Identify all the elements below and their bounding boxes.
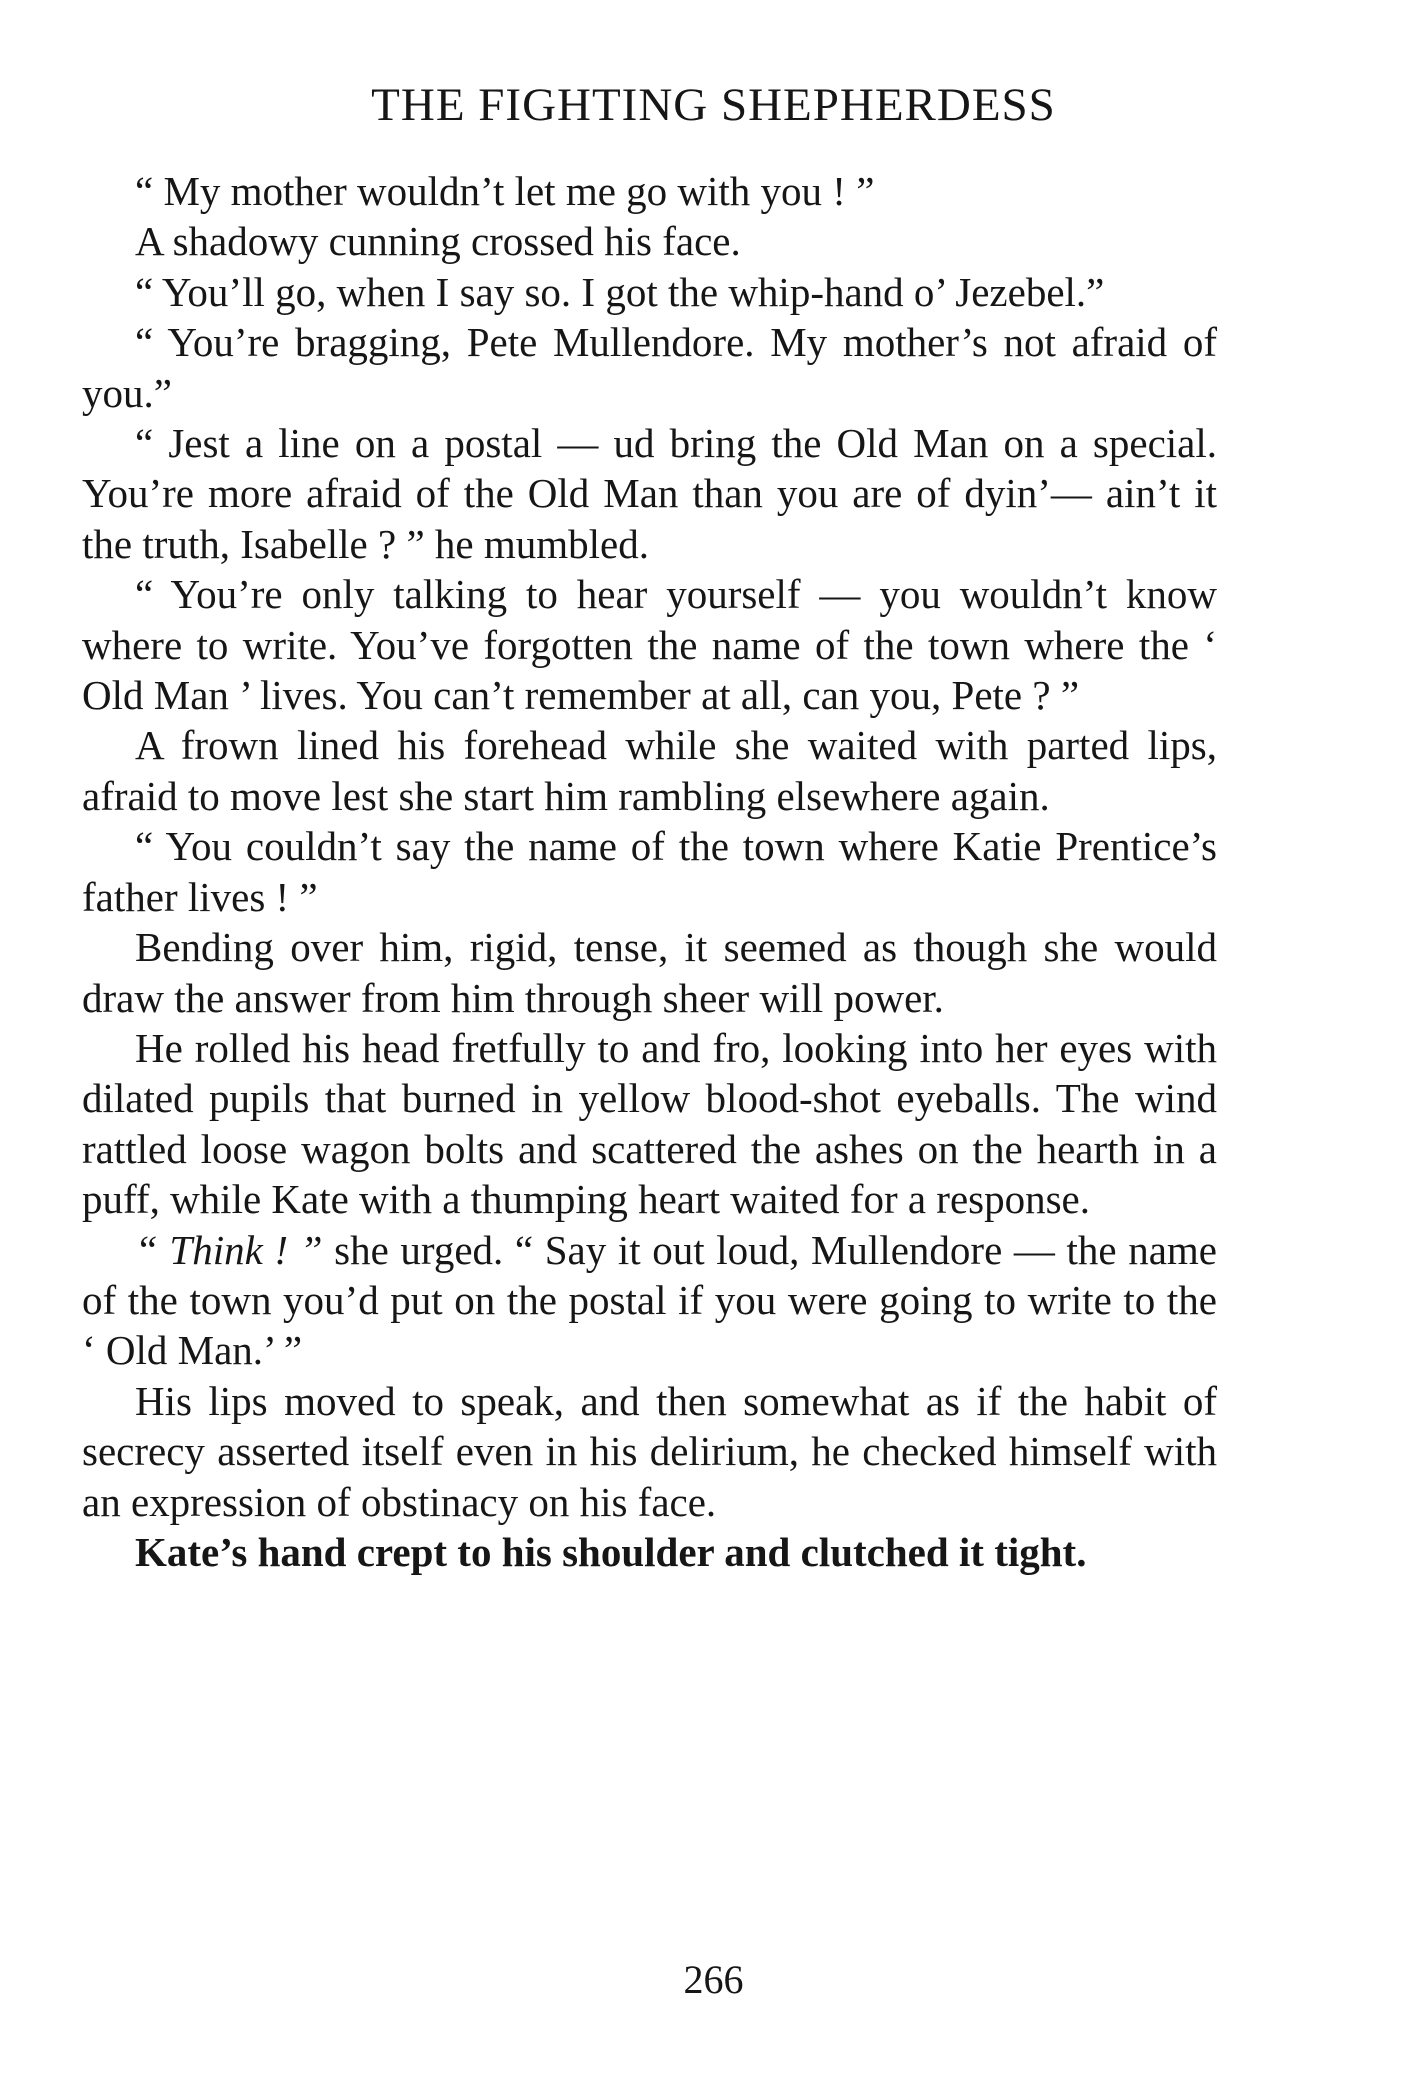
paragraph: A frown lined his forehead while she waited with parted lips, afraid to move lest she start him rambling elsewhere again. [82,722,1217,819]
paragraph-think-rest: she urged. “ Say it out loud, Mullendore — the name of the town you’d put on the postal if you were going to write to the ‘ Old Man.’ ” [82,1226,1217,1374]
paragraph: “ You’re only talking to hear yourself — you wouldn’t know where to write. You’ve forgotten the name of the town where the ‘ Old Man ’ lives. You can’t remember at all, can you, Pete ? ” [82,571,1217,719]
paragraph: He rolled his head fretfully to and fro, looking into her eyes with dilated pupils that burned in yellow blood-shot eyeballs. The wind rattled loose wagon bolts and scattered the ashes on the hearth in a puff, while Kate with a thumping heart waited for a response. [82,1024,1217,1223]
italic-exclamation: “ Think ! ” [135,1226,323,1273]
running-title: THE FIGHTING SHEPHERDESS [371,79,1056,131]
paragraph-last: Kate’s hand crept to his shoulder and clutched it tight. [135,1528,1087,1575]
paragraph: A shadowy cunning crossed his face. [135,218,741,265]
paragraph-think [82,1225,1217,1376]
paragraph: “ You’ll go, when I say so. I got the whip-hand o’ Jezebel.” [135,268,1105,315]
paragraph: “ My mother wouldn’t let me go with you ! ” [135,168,875,214]
paragraph: “ You couldn’t say the name of the town where Katie Prentice’s father lives ! ” [82,823,1217,920]
paragraph: “ Jest a line on a postal — ud bring the Old Man on a special. You’re more afraid of the Old Man than you are of dyin’— ain’t it the truth, Isabelle ? ” he mumbled. [82,420,1217,567]
paragraph: His lips moved to speak, and then somewhat as if the habit of secrecy asserted itself even in his delirium, he checked himself with an expression of obstinacy on his face. [82,1377,1217,1525]
body-text [82,166,1217,1577]
page-number: 266 [683,1957,744,2002]
paragraph: Bending over him, rigid, tense, it seemed as though she would draw the answer from him through sheer will power. [82,924,1217,1021]
paragraph: “ You’re bragging, Pete Mullendore. My mother’s not afraid of you.” [82,319,1217,416]
